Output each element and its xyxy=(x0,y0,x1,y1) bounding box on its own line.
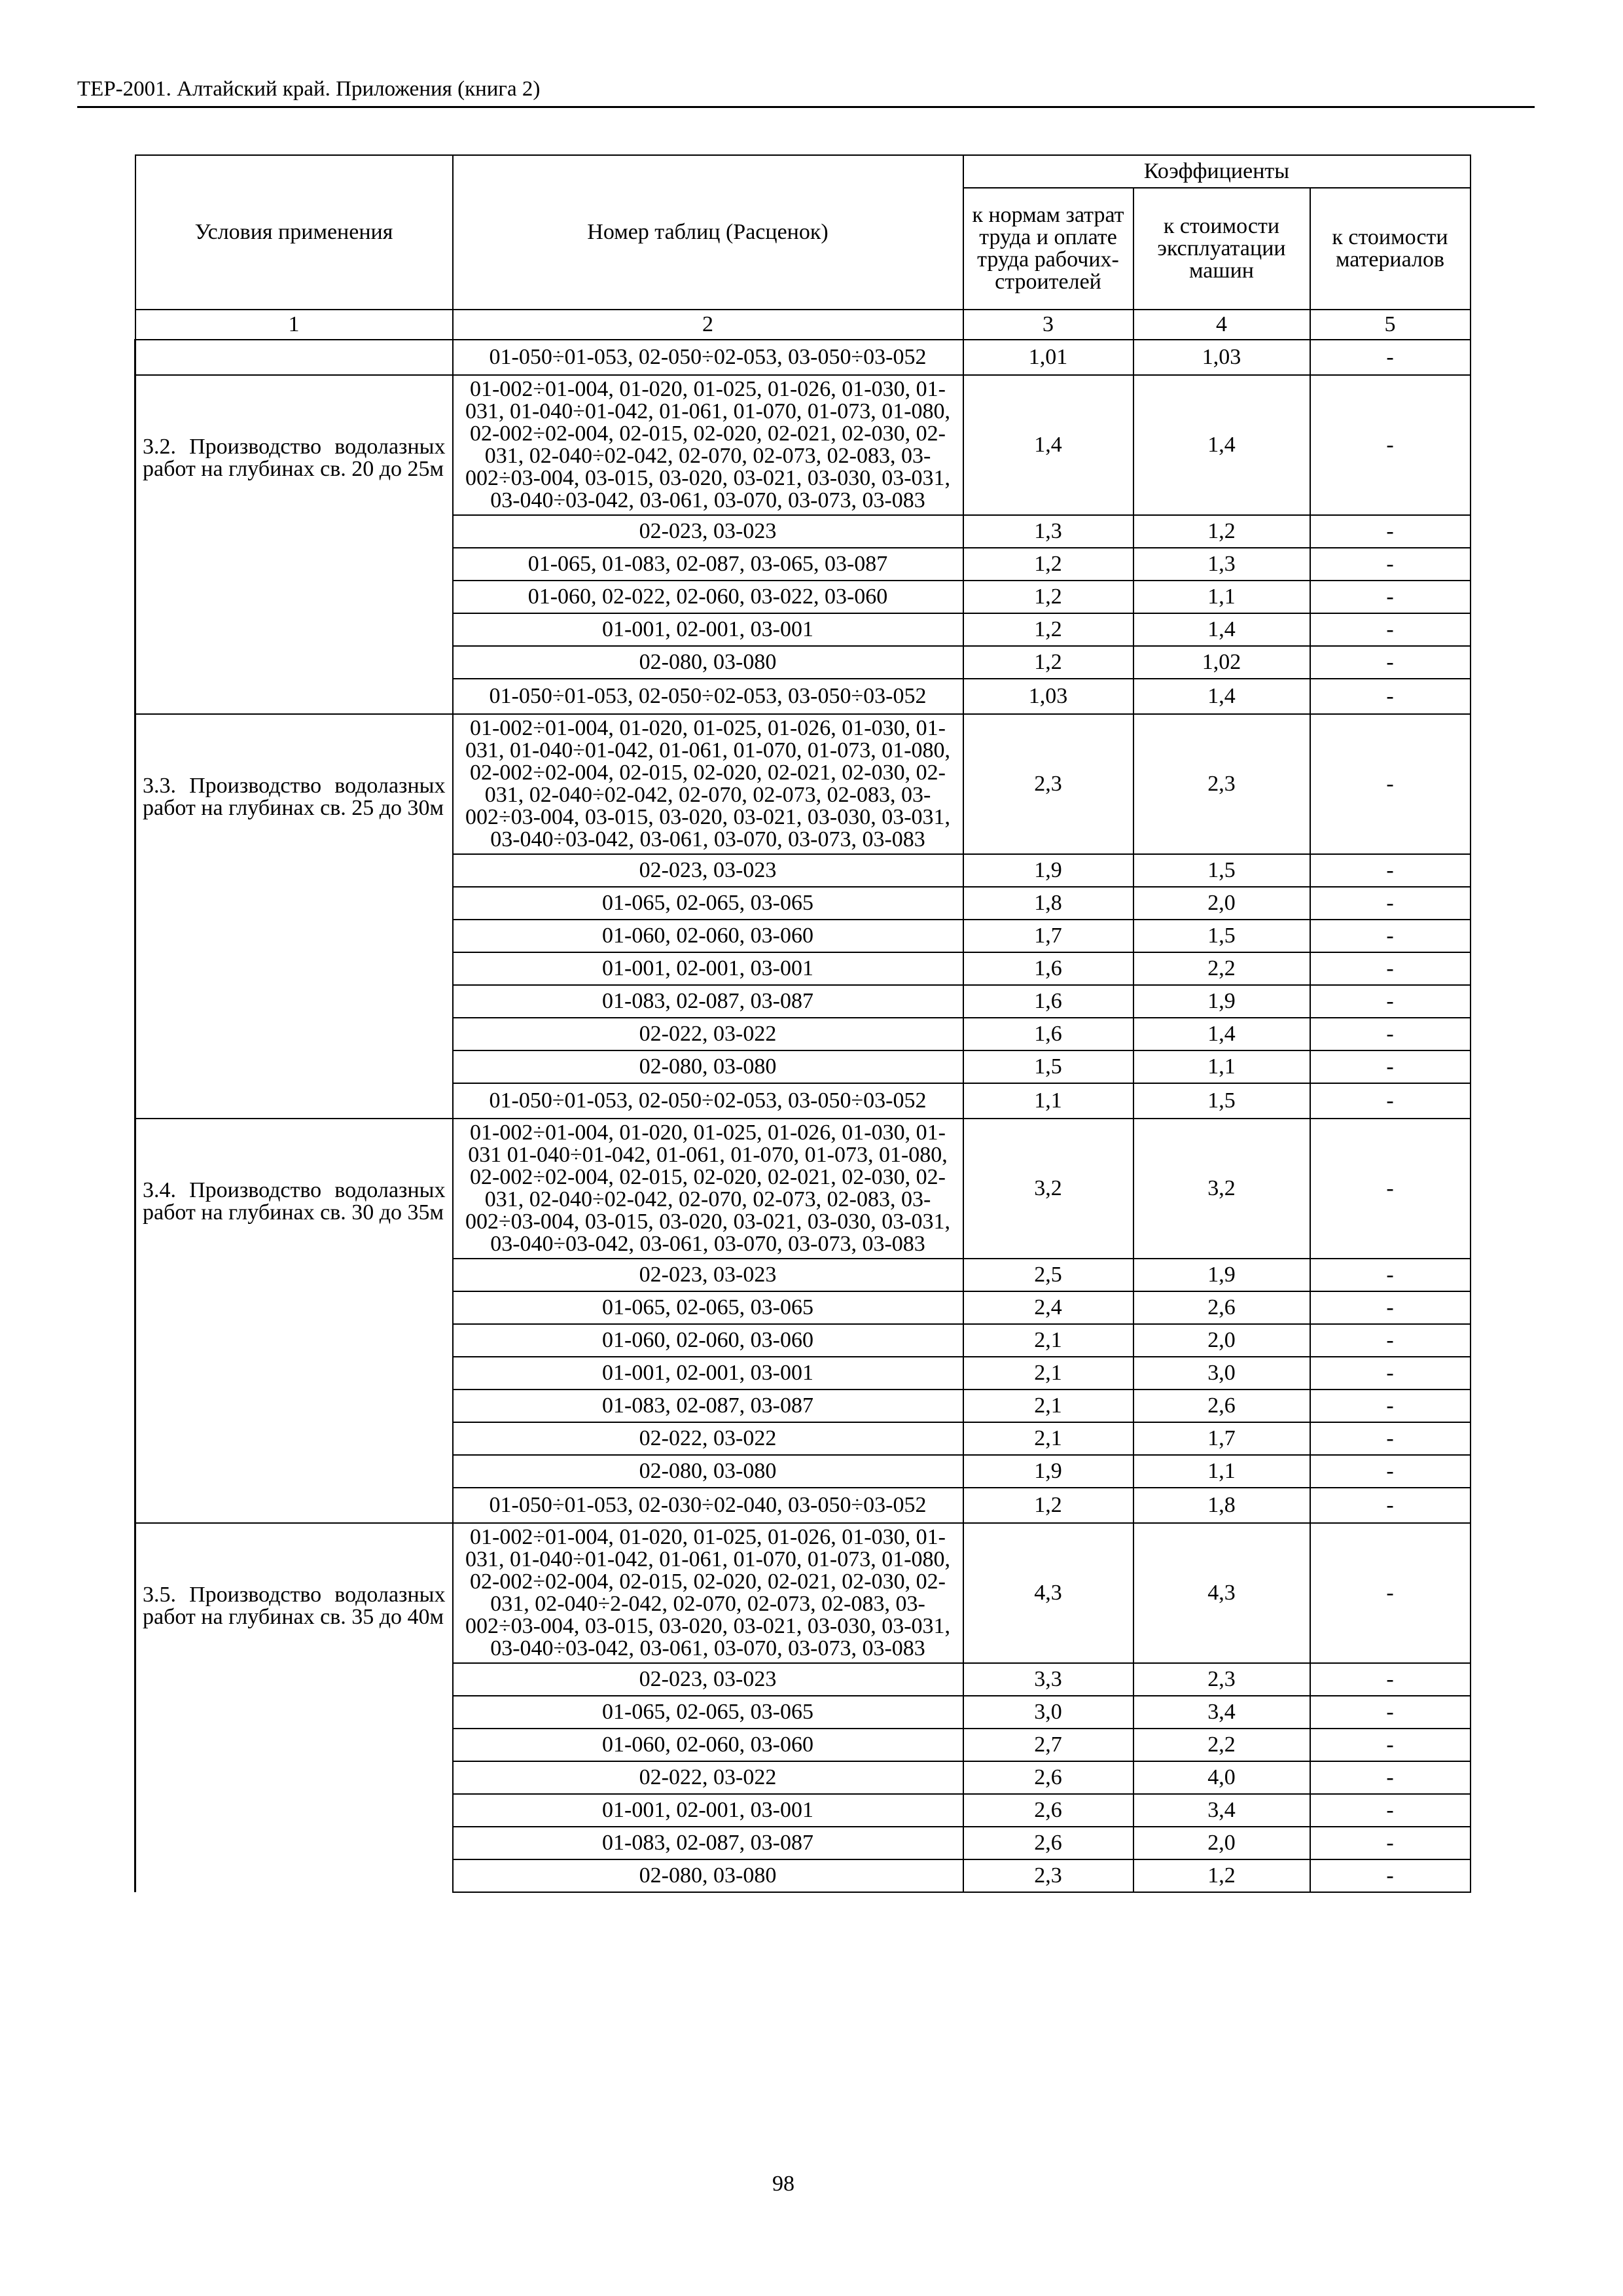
labor-coef-cell: 1,2 xyxy=(963,613,1133,646)
condition-cell xyxy=(135,340,453,375)
labor-coef-cell: 1,01 xyxy=(963,340,1133,375)
machine-coef-cell: 2,2 xyxy=(1133,1729,1310,1761)
table-numbers-cell: 01-060, 02-060, 03-060 xyxy=(453,920,963,952)
labor-coef-cell: 1,9 xyxy=(963,854,1133,887)
page-number: 98 xyxy=(772,2172,794,2196)
material-coef-cell: - xyxy=(1310,1291,1471,1324)
material-coef-cell: - xyxy=(1310,1050,1471,1083)
table-numbers-cell: 01-083, 02-087, 03-087 xyxy=(453,1390,963,1422)
table-numbers-cell: 02-022, 03-022 xyxy=(453,1018,963,1050)
labor-coef-cell: 1,6 xyxy=(963,985,1133,1018)
table-numbers-cell: 01-065, 02-065, 03-065 xyxy=(453,887,963,920)
condition-cell: 3.2. Производство водолазных работ на глубинах св. 20 до 25м xyxy=(135,375,453,714)
table-numbers-cell: 02-023, 03-023 xyxy=(453,515,963,548)
machine-coef-cell: 2,3 xyxy=(1133,1663,1310,1696)
labor-coef-cell: 1,9 xyxy=(963,1455,1133,1488)
labor-coef-cell: 2,3 xyxy=(963,714,1133,854)
material-coef-cell: - xyxy=(1310,375,1471,515)
machine-coef-cell: 1,8 xyxy=(1133,1488,1310,1523)
labor-coef-cell: 1,2 xyxy=(963,581,1133,613)
table-numbers-cell: 01-050÷01-053, 02-050÷02-053, 03-050÷03-052 xyxy=(453,1083,963,1119)
header-rule xyxy=(77,106,1535,108)
table-numbers-cell: 01-001, 02-001, 03-001 xyxy=(453,1794,963,1827)
labor-coef-cell: 2,5 xyxy=(963,1259,1133,1291)
machine-coef-cell: 4,3 xyxy=(1133,1523,1310,1663)
labor-coef-cell: 1,5 xyxy=(963,1050,1133,1083)
coefficients-table xyxy=(134,154,1471,1893)
machine-coef-cell: 1,03 xyxy=(1133,340,1310,375)
labor-coef-cell: 1,03 xyxy=(963,679,1133,714)
table-numbers-cell: 01-002÷01-004, 01-020, 01-025, 01-026, 01-030, 01-031, 01-040÷01-042, 01-061, 01-070, 01-073, 01-080, 02-002÷02-004, 02-015, 02-020, 02-021, 02-030, 02-031, 02-040÷02-042, 02-070, 02-073, 02-083, 03-002÷03-004, 03-015, 03-020, 03-021, 03-030, 03-031, 03-040÷03-042, 03-061, 03-070, 03-073, 03-083 xyxy=(453,714,963,854)
machine-coef-cell: 1,5 xyxy=(1133,920,1310,952)
labor-coef-cell: 2,7 xyxy=(963,1729,1133,1761)
col-header-machines: к стоимости эксплуатации машин xyxy=(1133,188,1310,310)
material-coef-cell: - xyxy=(1310,1259,1471,1291)
col-number: 4 xyxy=(1133,310,1310,340)
labor-coef-cell: 2,6 xyxy=(963,1794,1133,1827)
machine-coef-cell: 1,3 xyxy=(1133,548,1310,581)
material-coef-cell: - xyxy=(1310,581,1471,613)
labor-coef-cell: 1,2 xyxy=(963,646,1133,679)
col-number: 2 xyxy=(453,310,963,340)
labor-coef-cell: 1,2 xyxy=(963,548,1133,581)
col-header-labor: к нормам затрат труда и оплате труда рабочих-строителей xyxy=(963,188,1133,310)
material-coef-cell: - xyxy=(1310,1827,1471,1859)
material-coef-cell: - xyxy=(1310,646,1471,679)
table-numbers-cell: 02-023, 03-023 xyxy=(453,1663,963,1696)
material-coef-cell: - xyxy=(1310,1761,1471,1794)
machine-coef-cell: 2,3 xyxy=(1133,714,1310,854)
machine-coef-cell: 1,5 xyxy=(1133,1083,1310,1119)
labor-coef-cell: 1,6 xyxy=(963,1018,1133,1050)
table-numbers-cell: 01-050÷01-053, 02-050÷02-053, 03-050÷03-052 xyxy=(453,679,963,714)
table-body xyxy=(135,340,1471,1892)
material-coef-cell: - xyxy=(1310,920,1471,952)
col-number: 3 xyxy=(963,310,1133,340)
condition-cell: 3.3. Производство водолазных работ на глубинах св. 25 до 30м xyxy=(135,714,453,1119)
labor-coef-cell: 1,2 xyxy=(963,1488,1133,1523)
labor-coef-cell: 2,6 xyxy=(963,1761,1133,1794)
col-header-coefficients: Коэффициенты xyxy=(963,155,1471,188)
col-number: 1 xyxy=(135,310,453,340)
machine-coef-cell: 1,4 xyxy=(1133,613,1310,646)
labor-coef-cell: 3,2 xyxy=(963,1119,1133,1259)
material-coef-cell: - xyxy=(1310,1119,1471,1259)
material-coef-cell: - xyxy=(1310,985,1471,1018)
machine-coef-cell: 3,4 xyxy=(1133,1696,1310,1729)
col-header-materials: к стоимости материалов xyxy=(1310,188,1471,310)
material-coef-cell: - xyxy=(1310,1455,1471,1488)
col-header-tables: Номер таблиц (Расценок) xyxy=(453,155,963,310)
material-coef-cell: - xyxy=(1310,1324,1471,1357)
machine-coef-cell: 1,4 xyxy=(1133,375,1310,515)
machine-coef-cell: 1,4 xyxy=(1133,1018,1310,1050)
table-row xyxy=(135,340,1471,375)
material-coef-cell: - xyxy=(1310,1357,1471,1390)
material-coef-cell: - xyxy=(1310,1488,1471,1523)
machine-coef-cell: 2,6 xyxy=(1133,1291,1310,1324)
material-coef-cell: - xyxy=(1310,1422,1471,1455)
labor-coef-cell: 2,4 xyxy=(963,1291,1133,1324)
machine-coef-cell: 1,9 xyxy=(1133,1259,1310,1291)
material-coef-cell: - xyxy=(1310,952,1471,985)
material-coef-cell: - xyxy=(1310,515,1471,548)
machine-coef-cell: 2,2 xyxy=(1133,952,1310,985)
table-numbers-cell: 01-060, 02-060, 03-060 xyxy=(453,1324,963,1357)
table-numbers-cell: 01-050÷01-053, 02-030÷02-040, 03-050÷03-052 xyxy=(453,1488,963,1523)
machine-coef-cell: 3,0 xyxy=(1133,1357,1310,1390)
table-numbers-cell: 01-060, 02-060, 03-060 xyxy=(453,1729,963,1761)
labor-coef-cell: 2,3 xyxy=(963,1859,1133,1892)
table-numbers-cell: 01-002÷01-004, 01-020, 01-025, 01-026, 01-030, 01-031 01-040÷01-042, 01-061, 01-070, 01-073, 01-080, 02-002÷02-004, 02-015, 02-020, 02-021, 02-030, 02-031, 02-040÷02-042, 02-070, 02-073, 02-083, 03-002÷03-004, 03-015, 03-020, 03-021, 03-030, 03-031, 03-040÷03-042, 03-061, 03-070, 03-073, 03-083 xyxy=(453,1119,963,1259)
machine-coef-cell: 2,0 xyxy=(1133,887,1310,920)
labor-coef-cell: 2,6 xyxy=(963,1827,1133,1859)
table-numbers-cell: 01-002÷01-004, 01-020, 01-025, 01-026, 01-030, 01-031, 01-040÷01-042, 01-061, 01-070, 01-073, 01-080, 02-002÷02-004, 02-015, 02-020, 02-021, 02-030, 02-031, 02-040÷2-042, 02-070, 02-073, 02-083, 03-002÷03-004, 03-015, 03-020, 03-021, 03-030, 03-031, 03-040÷03-042, 03-061, 03-070, 03-073, 03-083 xyxy=(453,1523,963,1663)
condition-cell: 3.5. Производство водолазных работ на глубинах св. 35 до 40м xyxy=(135,1523,453,1892)
labor-coef-cell: 2,1 xyxy=(963,1390,1133,1422)
table-numbers-cell: 01-065, 02-065, 03-065 xyxy=(453,1696,963,1729)
table-numbers-cell: 02-080, 03-080 xyxy=(453,1455,963,1488)
labor-coef-cell: 3,0 xyxy=(963,1696,1133,1729)
machine-coef-cell: 1,02 xyxy=(1133,646,1310,679)
labor-coef-cell: 2,1 xyxy=(963,1357,1133,1390)
material-coef-cell: - xyxy=(1310,1859,1471,1892)
material-coef-cell: - xyxy=(1310,1729,1471,1761)
table-row xyxy=(135,1523,1471,1663)
table-numbers-cell: 02-080, 03-080 xyxy=(453,1859,963,1892)
table-numbers-cell: 02-023, 03-023 xyxy=(453,854,963,887)
machine-coef-cell: 1,5 xyxy=(1133,854,1310,887)
condition-cell: 3.4. Производство водолазных работ на глубинах св. 30 до 35м xyxy=(135,1119,453,1523)
table-row xyxy=(135,375,1471,515)
machine-coef-cell: 1,1 xyxy=(1133,1050,1310,1083)
machine-coef-cell: 1,2 xyxy=(1133,1859,1310,1892)
material-coef-cell: - xyxy=(1310,714,1471,854)
labor-coef-cell: 2,1 xyxy=(963,1324,1133,1357)
table-numbers-cell: 01-002÷01-004, 01-020, 01-025, 01-026, 01-030, 01-031, 01-040÷01-042, 01-061, 01-070, 01-073, 01-080, 02-002÷02-004, 02-015, 02-020, 02-021, 02-030, 02-031, 02-040÷02-042, 02-070, 02-073, 02-083, 03-002÷03-004, 03-015, 03-020, 03-021, 03-030, 03-031, 03-040÷03-042, 03-061, 03-070, 03-073, 03-083 xyxy=(453,375,963,515)
material-coef-cell: - xyxy=(1310,613,1471,646)
labor-coef-cell: 1,4 xyxy=(963,375,1133,515)
labor-coef-cell: 1,1 xyxy=(963,1083,1133,1119)
material-coef-cell: - xyxy=(1310,340,1471,375)
table-row xyxy=(135,714,1471,854)
table-numbers-cell: 01-060, 02-022, 02-060, 03-022, 03-060 xyxy=(453,581,963,613)
material-coef-cell: - xyxy=(1310,1663,1471,1696)
labor-coef-cell: 1,6 xyxy=(963,952,1133,985)
labor-coef-cell: 4,3 xyxy=(963,1523,1133,1663)
material-coef-cell: - xyxy=(1310,679,1471,714)
material-coef-cell: - xyxy=(1310,1794,1471,1827)
machine-coef-cell: 2,0 xyxy=(1133,1324,1310,1357)
labor-coef-cell: 3,3 xyxy=(963,1663,1133,1696)
table-numbers-cell: 02-022, 03-022 xyxy=(453,1422,963,1455)
table-numbers-cell: 01-001, 02-001, 03-001 xyxy=(453,952,963,985)
table-numbers-cell: 02-023, 03-023 xyxy=(453,1259,963,1291)
material-coef-cell: - xyxy=(1310,887,1471,920)
material-coef-cell: - xyxy=(1310,1523,1471,1663)
table-numbers-cell: 01-083, 02-087, 03-087 xyxy=(453,1827,963,1859)
material-coef-cell: - xyxy=(1310,1390,1471,1422)
machine-coef-cell: 4,0 xyxy=(1133,1761,1310,1794)
table-numbers-cell: 02-080, 03-080 xyxy=(453,1050,963,1083)
page-header-title: ТЕР-2001. Алтайский край. Приложения (книга 2) xyxy=(77,77,541,101)
labor-coef-cell: 2,1 xyxy=(963,1422,1133,1455)
table-numbers-cell: 01-001, 02-001, 03-001 xyxy=(453,1357,963,1390)
table-numbers-cell: 02-080, 03-080 xyxy=(453,646,963,679)
machine-coef-cell: 3,4 xyxy=(1133,1794,1310,1827)
machine-coef-cell: 1,1 xyxy=(1133,581,1310,613)
material-coef-cell: - xyxy=(1310,854,1471,887)
labor-coef-cell: 1,3 xyxy=(963,515,1133,548)
table-numbers-cell: 01-001, 02-001, 03-001 xyxy=(453,613,963,646)
table-row xyxy=(135,1119,1471,1259)
machine-coef-cell: 1,1 xyxy=(1133,1455,1310,1488)
table-numbers-cell: 01-050÷01-053, 02-050÷02-053, 03-050÷03-052 xyxy=(453,340,963,375)
col-header-conditions: Условия применения xyxy=(135,155,453,310)
machine-coef-cell: 1,9 xyxy=(1133,985,1310,1018)
col-number: 5 xyxy=(1310,310,1471,340)
material-coef-cell: - xyxy=(1310,1696,1471,1729)
machine-coef-cell: 2,6 xyxy=(1133,1390,1310,1422)
machine-coef-cell: 1,2 xyxy=(1133,515,1310,548)
machine-coef-cell: 2,0 xyxy=(1133,1827,1310,1859)
material-coef-cell: - xyxy=(1310,1018,1471,1050)
machine-coef-cell: 1,4 xyxy=(1133,679,1310,714)
table-numbers-cell: 01-083, 02-087, 03-087 xyxy=(453,985,963,1018)
material-coef-cell: - xyxy=(1310,1083,1471,1119)
labor-coef-cell: 1,7 xyxy=(963,920,1133,952)
machine-coef-cell: 3,2 xyxy=(1133,1119,1310,1259)
table-numbers-cell: 01-065, 01-083, 02-087, 03-065, 03-087 xyxy=(453,548,963,581)
material-coef-cell: - xyxy=(1310,548,1471,581)
table-numbers-cell: 02-022, 03-022 xyxy=(453,1761,963,1794)
machine-coef-cell: 1,7 xyxy=(1133,1422,1310,1455)
labor-coef-cell: 1,8 xyxy=(963,887,1133,920)
table-numbers-cell: 01-065, 02-065, 03-065 xyxy=(453,1291,963,1324)
